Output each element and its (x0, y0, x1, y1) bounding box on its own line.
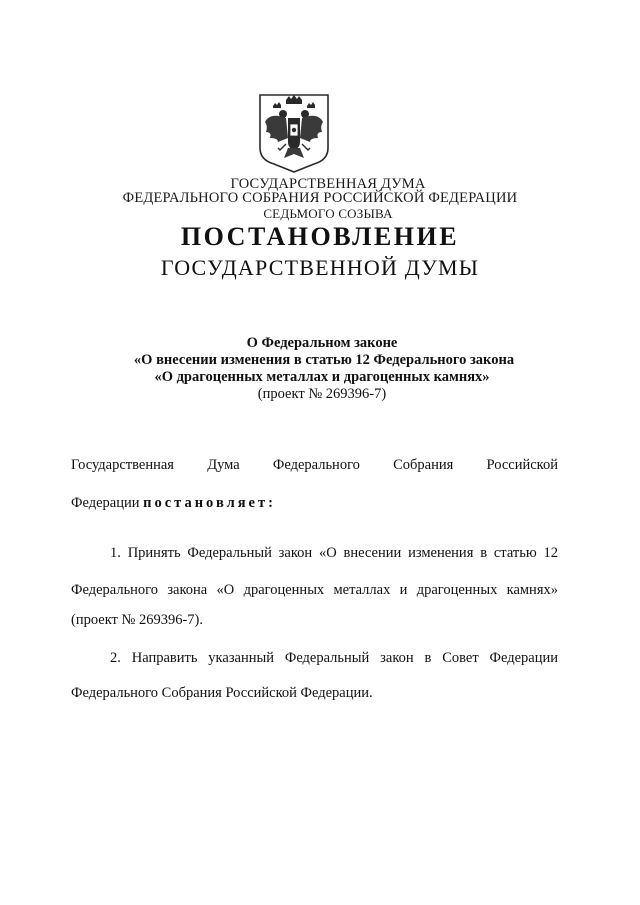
resolves-word: постановляет: (143, 495, 276, 511)
item-2-line-1: 2. Направить указанный Федеральный закон в Совет Федерации (110, 650, 558, 666)
preamble-line-1: Государственная Дума Федерального Собрания Российской (71, 457, 558, 473)
organization-name: ГОСУДАРСТВЕННАЯ ДУМА (230, 176, 426, 192)
convocation: СЕДЬМОГО СОЗЫВА (263, 206, 393, 221)
document-type-title: ПОСТАНОВЛЕНИЕ (180, 222, 460, 251)
preamble-line-2 (71, 494, 276, 512)
subject-line-1: О Федеральном законе (246, 335, 398, 351)
subject-line-3: «О драгоценных металлах и драгоценных камнях» (154, 369, 490, 385)
project-number: (проект № 269396-7) (257, 386, 387, 402)
item-2-line-2: Федерального Собрания Российской Федерации. (71, 685, 373, 701)
document-issuer: ГОСУДАРСТВЕННОЙ ДУМЫ (160, 255, 480, 280)
organization-parliament: ФЕДЕРАЛЬНОГО СОБРАНИЯ РОССИЙСКОЙ ФЕДЕРАЦИИ (122, 190, 518, 206)
coat-of-arms-icon (256, 92, 332, 176)
subject-line-2: «О внесении изменения в статью 12 Федерального закона (133, 352, 515, 368)
preamble-line-2-start: Федерации (71, 495, 144, 511)
item-1-line-2: Федерального закона «О драгоценных металлах и драгоценных камнях» (71, 582, 558, 598)
item-1-line-1: 1. Принять Федеральный закон «О внесении изменения в статью 12 (110, 545, 558, 561)
item-1-line-3: (проект № 269396-7). (71, 612, 204, 628)
